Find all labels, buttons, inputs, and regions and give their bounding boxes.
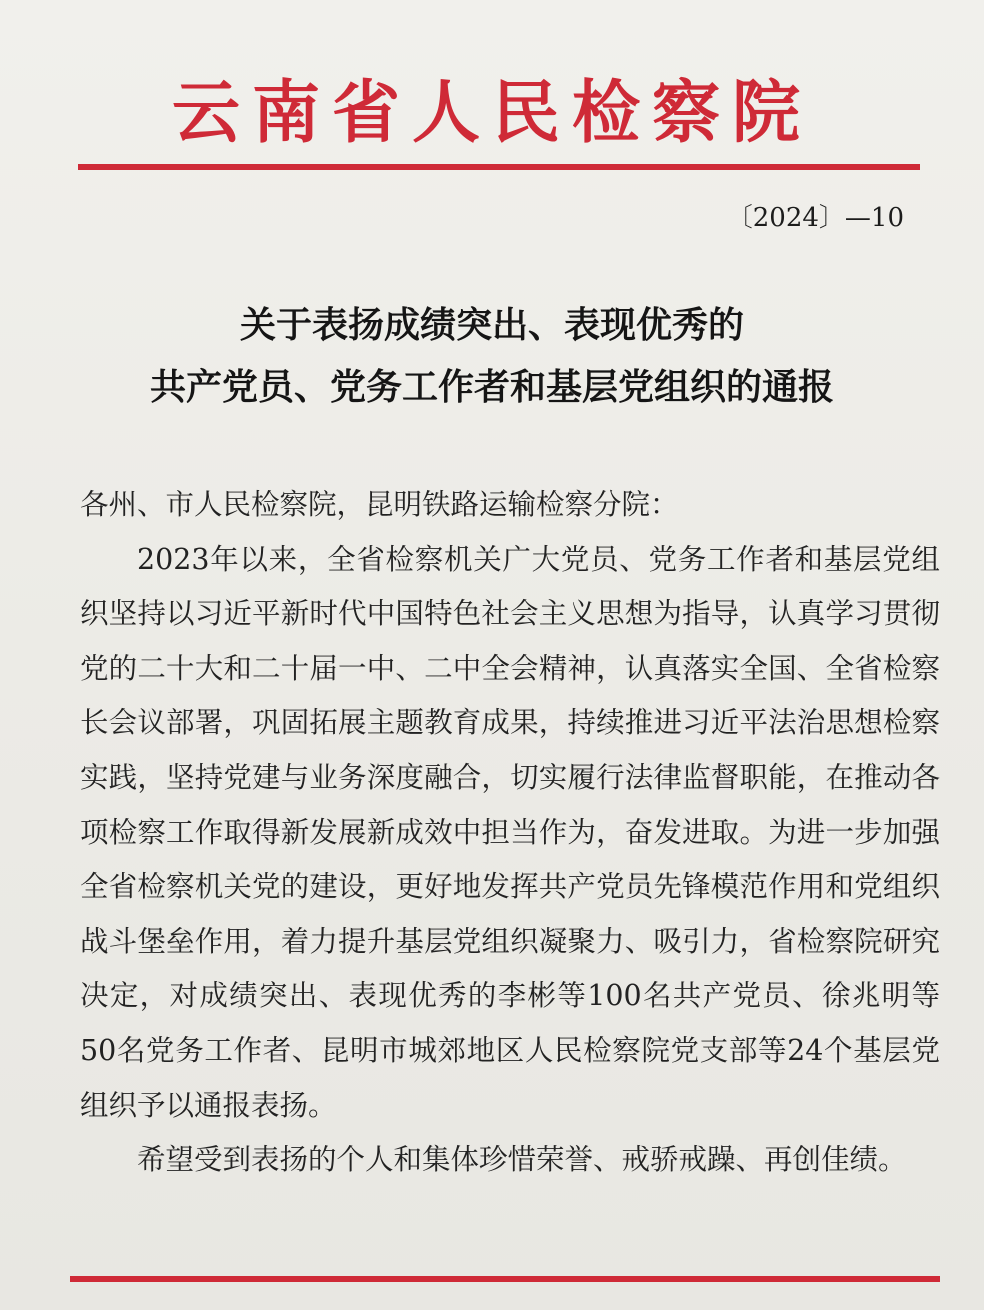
- document-title-line-2: 共产党员、党务工作者和基层党组织的通报: [149, 366, 834, 408]
- document-title-line-1: 关于表扬成绩突出、表现优秀的: [239, 304, 744, 346]
- salutation: 各州、市人民检察院，昆明铁路运输检察分院：: [80, 488, 679, 521]
- body-paragraph-2: 希望受到表扬的个人和集体珍惜荣誉、戒骄戒躁、再创佳绩。: [137, 1143, 907, 1177]
- letterhead-red-rule: [78, 164, 920, 170]
- letterhead-org-name: 云南省人民检察院: [171, 73, 812, 153]
- document-number: 〔2024〕—10: [726, 203, 904, 233]
- document-body: [80, 478, 940, 1188]
- footer-red-rule: [70, 1276, 940, 1282]
- body-paragraph-1: 2023年以来，全省检察机关广大党员、党务工作者和基层党组织坚持以习近平新时代中国特色社会主义思想为指导，认真学习贯彻党的二十大和二十届一中、二中全会精神，认真落实全国、全省检察长会议部署，巩固拓展主题教育成果，持续推进习近平法治思想检察实践，坚持党建与业务深度融合，切实履行法律监督职能，在推动各项检察工作取得新发展新成效中担当作为，奋发进取。为进一步加强全省检察机关党的建设，更好地发挥共产党员先锋模范作用和党组织战斗堡垒作用，着力提升基层党组织凝聚力、吸引力，省检察院研究决定，对成绩突出、表现优秀的李彬等100名共产党员、徐兆明等50名党务工作者、昆明市城郊地区人民检察院党支部等24个基层党组织予以通报表扬。: [80, 542, 940, 1122]
